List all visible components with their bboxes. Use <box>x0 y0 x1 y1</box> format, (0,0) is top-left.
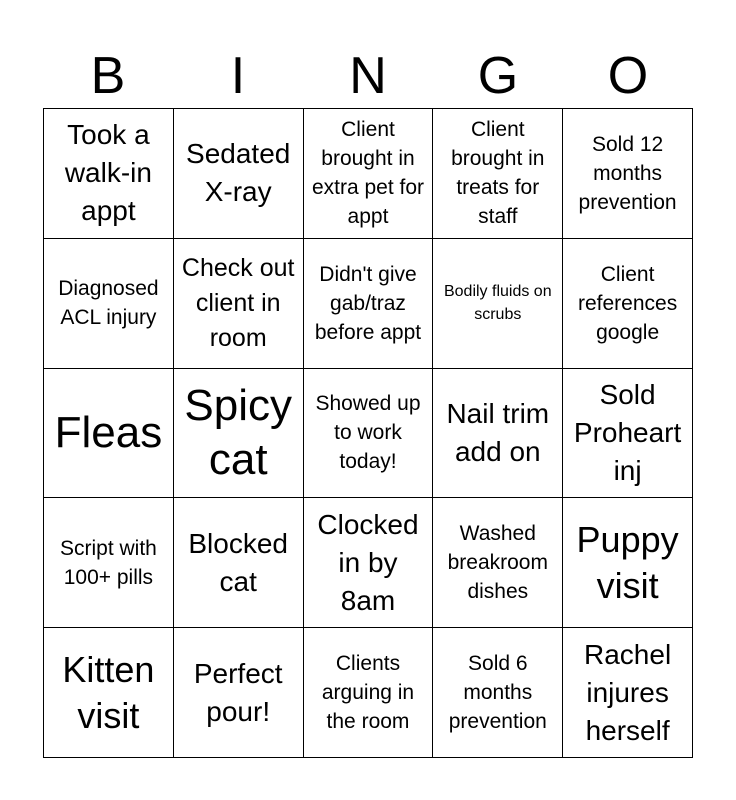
bingo-cell[interactable] <box>44 498 174 628</box>
bingo-cell-text: Spicy cat <box>184 380 292 484</box>
bingo-cell-text: Perfect pour! <box>193 657 283 727</box>
bingo-cell[interactable] <box>563 369 693 499</box>
bingo-cell-text: Took a walk-in appt <box>64 119 152 227</box>
bingo-cell[interactable] <box>44 628 174 758</box>
header-letter-b: B <box>90 47 126 105</box>
bingo-cell[interactable] <box>304 109 434 239</box>
bingo-cell-text: Clients arguing in the room <box>321 652 415 734</box>
bingo-cell[interactable] <box>174 498 304 628</box>
bingo-cell[interactable] <box>44 239 174 369</box>
bingo-cell[interactable] <box>304 239 434 369</box>
bingo-cell-text: Didn't give gab/traz before appt <box>314 262 422 344</box>
bingo-cell[interactable] <box>563 239 693 369</box>
bingo-cell-text: Blocked cat <box>188 527 288 597</box>
bingo-cell-text: Bodily fluids on scrubs <box>443 283 552 324</box>
bingo-cell-text: Client references google <box>577 262 678 344</box>
header-letter-i: I <box>230 47 246 105</box>
bingo-cell[interactable] <box>304 369 434 499</box>
bingo-cell-text: Sold Proheart inj <box>573 378 682 486</box>
bingo-cell-text: Nail trim add on <box>446 397 550 467</box>
bingo-cell-text: Puppy visit <box>576 518 679 606</box>
bingo-cell[interactable] <box>44 109 174 239</box>
bingo-cell[interactable] <box>563 498 693 628</box>
bingo-cell-text: Washed breakroom dishes <box>447 522 548 604</box>
bingo-cell-text: Script with 100+ pills <box>59 536 157 589</box>
bingo-cell[interactable] <box>433 239 563 369</box>
bingo-cell[interactable] <box>433 628 563 758</box>
bingo-cell-text: Rachel injures herself <box>584 638 672 746</box>
bingo-cell-text: Kitten visit <box>62 648 155 736</box>
bingo-cell-text: Showed up to work today! <box>315 392 421 474</box>
bingo-cell-text: Client brought in extra pet for appt <box>311 118 425 229</box>
bingo-cell[interactable] <box>174 369 304 499</box>
bingo-cell[interactable] <box>433 109 563 239</box>
bingo-cell[interactable] <box>174 109 304 239</box>
bingo-cell[interactable] <box>433 498 563 628</box>
bingo-cell-text: Diagnosed ACL injury <box>58 277 159 330</box>
bingo-cell[interactable] <box>174 628 304 758</box>
header-letter-n: N <box>349 47 387 105</box>
header-letter-o: O <box>607 47 649 105</box>
bingo-cell[interactable] <box>304 498 434 628</box>
bingo-cell-text: Clocked in by 8am <box>317 508 419 616</box>
bingo-cell-text: Check out client in room <box>181 253 295 352</box>
bingo-cell-text: Sold 12 months prevention <box>578 132 677 214</box>
bingo-cell-text: Sold 6 months prevention <box>448 652 547 734</box>
bingo-cell-text: Sedated X-ray <box>186 138 291 208</box>
bingo-cell[interactable] <box>174 239 304 369</box>
bingo-cell[interactable] <box>433 369 563 499</box>
bingo-board <box>43 108 693 758</box>
bingo-cell[interactable] <box>563 628 693 758</box>
bingo-cell[interactable] <box>563 109 693 239</box>
bingo-cell-text: Fleas <box>54 407 163 457</box>
bingo-header <box>43 44 693 108</box>
header-letter-g: G <box>477 47 519 105</box>
bingo-cell[interactable] <box>304 628 434 758</box>
bingo-cell-text: Client brought in treats for staff <box>451 118 545 229</box>
bingo-cell[interactable] <box>44 369 174 499</box>
